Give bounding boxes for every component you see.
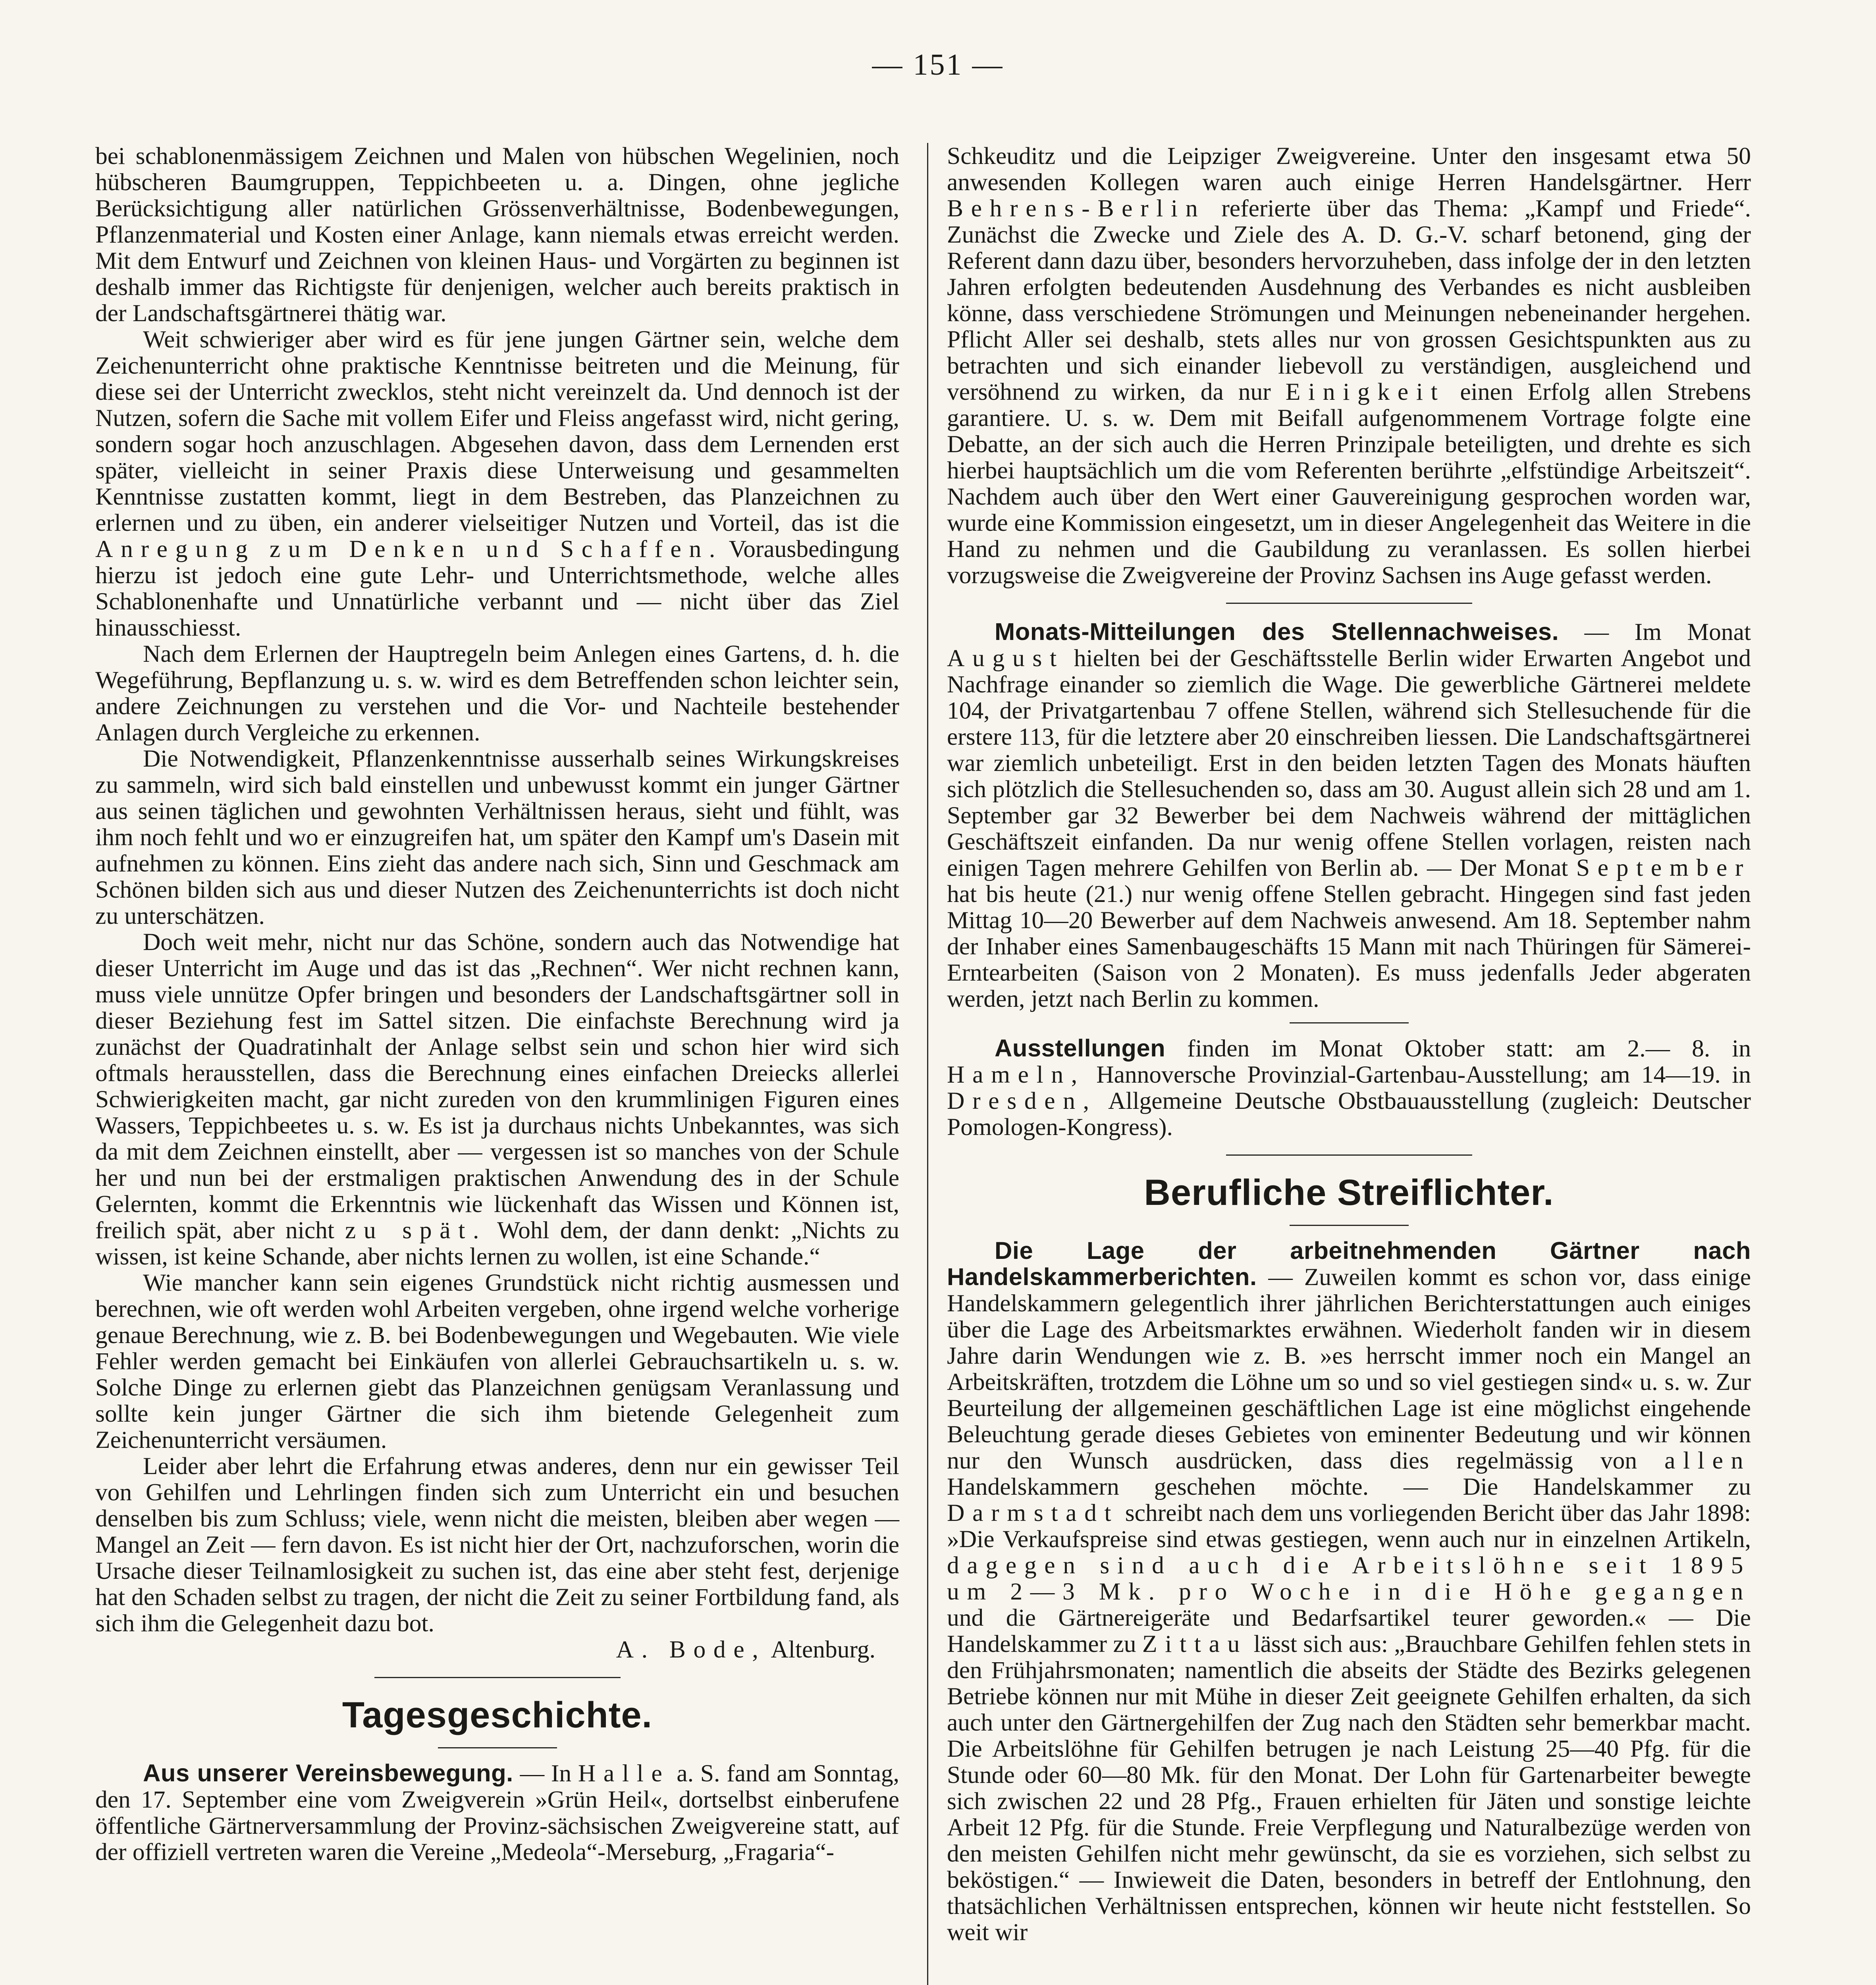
city-name: Halle	[578, 1760, 670, 1787]
article-lead: Ausstellungen	[995, 1035, 1166, 1062]
article-lage-gaertner	[947, 1238, 1751, 1945]
paragraph-5	[95, 929, 899, 1270]
article-monats-mitteilungen	[947, 619, 1751, 1012]
article-text: schreibt nach dem uns vorliegenden Bericht über das Jahr 1898: »Die Verkaufspreise sind etwas gestiegen, wenn auch nur in einzelnen Artikeln,	[947, 1499, 1751, 1553]
paragraph-5-text-b: Wohl dem, der dann denkt: „Nichts zu wissen, ist keine Schande, aber nichts lernen zu wollen, ist eine Schande.“	[95, 1217, 900, 1270]
article-text: einen Erfolg allen Strebens garantiere. U. s. w. Dem mit Beifall aufgenommenem Vortrage folgte eine Debatte, an der sich auch die Herren Prinzipale beteiligten, und drehte es sich hierbei hauptsächlich um die vom Referenten berührte „elfstündige Arbeitszeit“. Nachdem auch über den Wert einer Gauvereinigung gesprochen worden war, wurde eine Kommission eingesetzt, um in dieser Angelegenheit das Weitere in die Hand zu nehmen und die Gaubildung zu veranlassen. Es sollen hierbei vorzugsweise die Zweigvereine der Provinz Sachsen ins Auge gefasst werden.	[947, 378, 1751, 589]
page-number: — 151 —	[872, 48, 1004, 81]
right-column	[947, 143, 1751, 1945]
article-vereinsbewegung-continued	[947, 143, 1751, 588]
article-text: — In	[520, 1760, 572, 1787]
article-text: Schkeuditz und die Leipziger Zweigvereine. Unter den insgesamt etwa 50 anwesenden Kollegen waren auch einige Herren Handelsgärtner. Herr	[947, 143, 1751, 196]
article-text: — Im Monat	[1584, 619, 1751, 646]
section-divider	[374, 1677, 621, 1678]
section-heading-streiflichter: Berufliche Streiflichter.	[1144, 1172, 1554, 1213]
emphasis-spaced: allen	[1664, 1447, 1751, 1474]
article-lead: Monats-Mitteilungen des Stellennachweises.	[995, 618, 1559, 646]
heading-divider	[1290, 1225, 1409, 1226]
paragraph-3: Nach dem Erlernen der Hauptregeln beim Anlegen eines Gartens, d. h. die Wegeführung, Bepflanzung u. s. w. wird es dem Betreffenden schon leichter sein, andere Zeichnungen zu verstehen und die Vor- und Nachteile bestehender Anlagen durch Vergleiche zu erkennen.	[95, 640, 899, 746]
author-name: A. Bode,	[616, 1636, 766, 1663]
city-name: Darmstadt	[947, 1499, 1119, 1526]
author-signature	[95, 1636, 899, 1663]
article-text: und die Gärtnereigeräte und Bedarfsartikel teurer geworden.« — Die Handelskammer zu	[947, 1604, 1751, 1657]
paragraph-1: bei schablonenmässigem Zeichnen und Malen von hübschen Wegelinien, noch hübscheren Baumgruppen, Teppichbeeten u. a. Dingen, ohne jegliche Berücksichtigung aller natürlichen Grössenverhältnisse, Bodenbewegungen, Pflanzenmaterial und Kosten einer Anlage, kann niemals etwas erreicht werden. Mit dem Entwurf und Zeichnen von kleinen Haus- und Vorgärten zu beginnen ist deshalb immer das Richtigste für denjenigen, welcher auch bereits praktisch in der Landschaftsgärtnerei thätig war.	[95, 143, 899, 327]
paragraph-2-text-a: Weit schwieriger aber wird es für jene jungen Gärtner sein, welche dem Zeichenunterricht ohne praktische Kenntnisse beitreten und die Meinung, für diese sei der Unterricht zwecklos, steht nicht vereinzelt da. Und dennoch ist der Nutzen, sofern die Sache mit vollem Eifer und Fleiss angefasst wird, nicht gering, sondern sogar hoch anzuschlagen. Abgesehen davon, dass dem Lernenden erst später, vielleicht in seiner Praxis diese Unterweisung und gesammelten Kenntnisse zustatten kommt, liegt in dem Bestreben, das Planzeichnen zu erlernen und zu üben, ein anderer vielseitiger Nutzen und Vorteil, das ist die	[95, 326, 899, 536]
column-divider	[927, 143, 928, 1985]
article-text: hielten bei der Geschäftsstelle Berlin wider Erwarten Angebot und Nachfrage einander so ziemlich die Wage. Die gewerbliche Gärtnerei meldete 104, der Privatgartenbau 7 offene Stellen, während sich Stellesuchende für die erstere 113, für die letztere aber 20 einschreiben liessen. Die Landschaftsgärtnerei war ziemlich unbeteiligt. Erst in den beiden letzten Tagen des Monats häuften sich plötzlich die Stellesuchenden so, dass am 30. August allein sich 28 und am 1. September gar 32 Bewerber bei dem Nachweis während der mittäglichen Geschäftszeit einfanden. Da nur wenig offene Stellen vorlagen, reisten nach einigen Tagen mehrere Gehilfen von Berlin ab. — Der Monat	[947, 645, 1751, 881]
city-name: Zittau	[1142, 1630, 1247, 1657]
left-column	[95, 143, 899, 1865]
article-text: referierte über das Thema: „Kampf und Friede“. Zunächst die Zwecke und Ziele des A. D. G.-V. scharf betonend, ging der Referent dann dazu über, besonders hervorzuheben, dass infolge der in den letzten Jahren erfolgten bedeutenden Ausdehnung des Verbandes es nicht ausbleiben könne, dass verschiedene Strömungen und Meinungen nebeneinander hergehen. Pflicht Aller sei deshalb, stets alles nur von grossen Gesichtspunkten aus zu betrachten und sich einander liebevoll zu verständigen, ausgleichend und versöhnend zu wirken, da nur	[947, 195, 1751, 405]
article-text: Hannoversche Provinzial-Gartenbau-Ausstellung; am 14—19. in	[1096, 1061, 1751, 1088]
article-lead: Die Lage der arbeitnehmenden Gärtner nach Handelskammerberichten.	[947, 1237, 1751, 1291]
paragraph-2-text-b: Vorausbedingung hierzu ist jedoch eine gute Lehr- und Unterrichtsmethode, welche alles Schablonenhafte und Unnatürliche verbannt und — nicht über das Ziel hinausschiesst.	[95, 536, 900, 641]
article-text: hat bis heute (21.) nur wenig offene Stellen gebracht. Hingegen sind fast jeden Mittag 10—20 Bewerber auf dem Nachweis anwesend. Am 18. September nahm der Inhaber eines Samenbaugeschäfts 15 Mann mit nach Thüringen für Sämerei-Erntearbeiten (Saison von 2 Monaten). Es muss jedenfalls Jeder abgeraten werden, jetzt nach Berlin zu kommen.	[947, 881, 1751, 1012]
article-vereinsbewegung	[95, 1760, 899, 1865]
month-name: August	[947, 645, 1064, 672]
month-name: September	[1576, 854, 1751, 881]
article-text: — Zuweilen kommt es schon vor, dass einige Handelskammern gelegentlich ihrer jährlichen Berichterstattungen auch einiges über die Lage des Arbeitsmarktes erwähnen. Wiederholt fanden wir in diesem Jahre darin Wendungen wie z. B. »es herrscht immer noch ein Mangel an Arbeitskräften, trotzdem die Löhne um so und so viel gestiegen sind« u. s. w. Zur Beurteilung der allgemeinen geschäftlichen Lage ist eine möglichst eingehende Beleuchtung gerade dieses Gebietes von eminenter Bedeutung und wir können nur den Wunsch ausdrücken, dass dies regelmässig von	[947, 1264, 1751, 1474]
city-name: Hameln,	[947, 1061, 1085, 1088]
section-heading-tagesgeschichte: Tagesgeschichte.	[342, 1695, 653, 1735]
emphasis-spaced: Anregung zum Denken und Schaffen.	[95, 536, 723, 563]
article-text: lässt sich aus: „Brauchbare Gehilfen fehlen stets in den Frühjahrsmonaten; namentlich die abseits der Städte des Bezirks gelegenen Betriebe können nur mit Mühe in dieser Zeit geeignete Gehilfen erhalten, da sich auch unter den Gärtnergehilfen der Zug nach den Städten sehr bemerkbar macht. Die Arbeitslöhne für Gehilfen betrugen je nach Leistung 25—40 Pfg. für die Stunde oder 60—80 Mk. für den Monat. Der Lohn für Gartenarbeiter bewegte sich zwischen 22 und 28 Pfg., Frauen erhielten für Jäten und sonstige leichte Arbeit 12 Pfg. für die Stunde. Freie Verpflegung und Naturalbezüge werden von den meisten Gehilfen nicht mehr gewünscht, da sie es vorziehen, sich selbst zu beköstigen.“ — Inwieweit die Daten, besonders in betreff der Entlohnung, den thatsächlichen Verhältnissen entsprechen, können wir heute nicht feststellen. So weit wir	[947, 1630, 1751, 1946]
paragraph-2	[95, 326, 899, 641]
section-divider	[1226, 603, 1472, 604]
emphasis-spaced: dagegen sind auch die Arbeitslöhne seit 1895 um 2—3 Mk. pro Woche in die Höhe gegangen	[947, 1552, 1751, 1605]
speaker-name: Behrens-Berlin	[947, 195, 1206, 222]
section-divider	[1226, 1154, 1472, 1156]
article-text: a. S. fand am Sonntag, den 17. September eine vom Zweigverein »Grün Heil«, dortselbst einberufene öffentliche Gärtnerversammlung der Provinz-sächsischen Zweigvereine statt, auf der offiziell vertreten waren die Vereine „Medeola“-Merseburg, „Fragaria“-	[95, 1760, 900, 1866]
emphasis-spaced: Einigkeit	[1285, 378, 1446, 405]
city-name: Dresden,	[947, 1087, 1097, 1114]
article-ausstellungen	[947, 1035, 1751, 1140]
paragraph-5-text-a: Doch weit mehr, nicht nur das Schöne, sondern auch das Notwendige hat dieser Unterricht im Auge und das ist das „Rechnen“. Wer nicht rechnen kann, muss viele unnütze Opfer bringen und besonders der Landschaftsgärtner soll in dieser Beziehung fest im Sattel sitzen. Die einfachste Berechnung wird ja zunächst der Quadratinhalt der Anlage selbst sein und schon hier wird sich oftmals herausstellen, dass die Berechnung eines einfachen Dreiecks allerlei Schwierigkeiten macht, gar nicht zureden von den krummlinigen Figuren eines Wassers, Teppichbeetes u. s. w. Es ist ja durchaus nichts Unbekanntes, was sich da mit dem Zeichnen einstellt, aber — vergessen ist so manches von der Schule her und nun bei der erstmaligen praktischen Anwendung des in der Schule Gelernten, kommt die Erkenntnis wie lückenhaft das Wissen und Können ist, freilich spät, aber nicht	[95, 929, 899, 1244]
paragraph-6: Wie mancher kann sein eigenes Grundstück nicht richtig ausmessen und berechnen, wie oft werden wohl Arbeiten vergeben, ohne irgend welche vorherige genaue Berechnung, wie z. B. bei Bodenbewegungen und Wegebauten. Wie viele Fehler werden gemacht bei Einkäufen von allerlei Gebrauchsartikeln u. s. w. Solche Dinge zu erlernen giebt das Planzeichnen genügsam Veranlassung und sollte kein junger Gärtner die sich ihm bietende Gelegenheit zum Zeichenunterricht versäumen.	[95, 1269, 899, 1453]
section-divider	[1290, 1022, 1409, 1023]
article-lead: Aus unserer Vereinsbewegung.	[143, 1760, 513, 1787]
emphasis-spaced: zu spät.	[345, 1217, 487, 1244]
author-place: Altenburg.	[771, 1636, 875, 1663]
article-text: Allgemeine Deutsche Obstbauausstellung (zugleich: Deutscher Pomologen-Kongress).	[947, 1087, 1751, 1141]
heading-divider	[438, 1747, 557, 1748]
article-text: Handelskammern geschehen möchte. — Die Handelskammer zu	[947, 1473, 1751, 1500]
article-text: finden im Monat Oktober statt: am 2.— 8. in	[1187, 1035, 1751, 1062]
paragraph-4: Die Notwendigkeit, Pflanzenkenntnisse ausserhalb seines Wirkungskreises zu sammeln, wird sich bald einstellen und unbewusst kommt ein junger Gärtner aus seinen täglichen und gewohnten Verhältnissen heraus, sieht und fühlt, was ihm noch fehlt und wo er einzugreifen hat, um später den Kampf um's Dasein mit aufnehmen zu können. Eins zieht das andere nach sich, Sinn und Geschmack am Schönen bilden sich aus und dieser Nutzen des Zeichenunterrichts ist doch nicht zu unterschätzen.	[95, 745, 899, 929]
paragraph-7: Leider aber lehrt die Erfahrung etwas anderes, denn nur ein gewisser Teil von Gehilfen und Lehrlingen finden sich zum Unterricht ein und besuchen denselben bis zum Schluss; viele, wenn nicht die meisten, bleiben aber wegen — Mangel an Zeit — fern davon. Es ist nicht hier der Ort, nachzuforschen, worin die Ursache dieser Teilnamlosigkeit zu suchen ist, das eine aber steht fest, derjenige hat den Schaden selbst zu tragen, der nicht die Zeit zu seiner Fortbildung fand, als sich ihm die Gelegenheit dazu bot.	[95, 1453, 899, 1637]
